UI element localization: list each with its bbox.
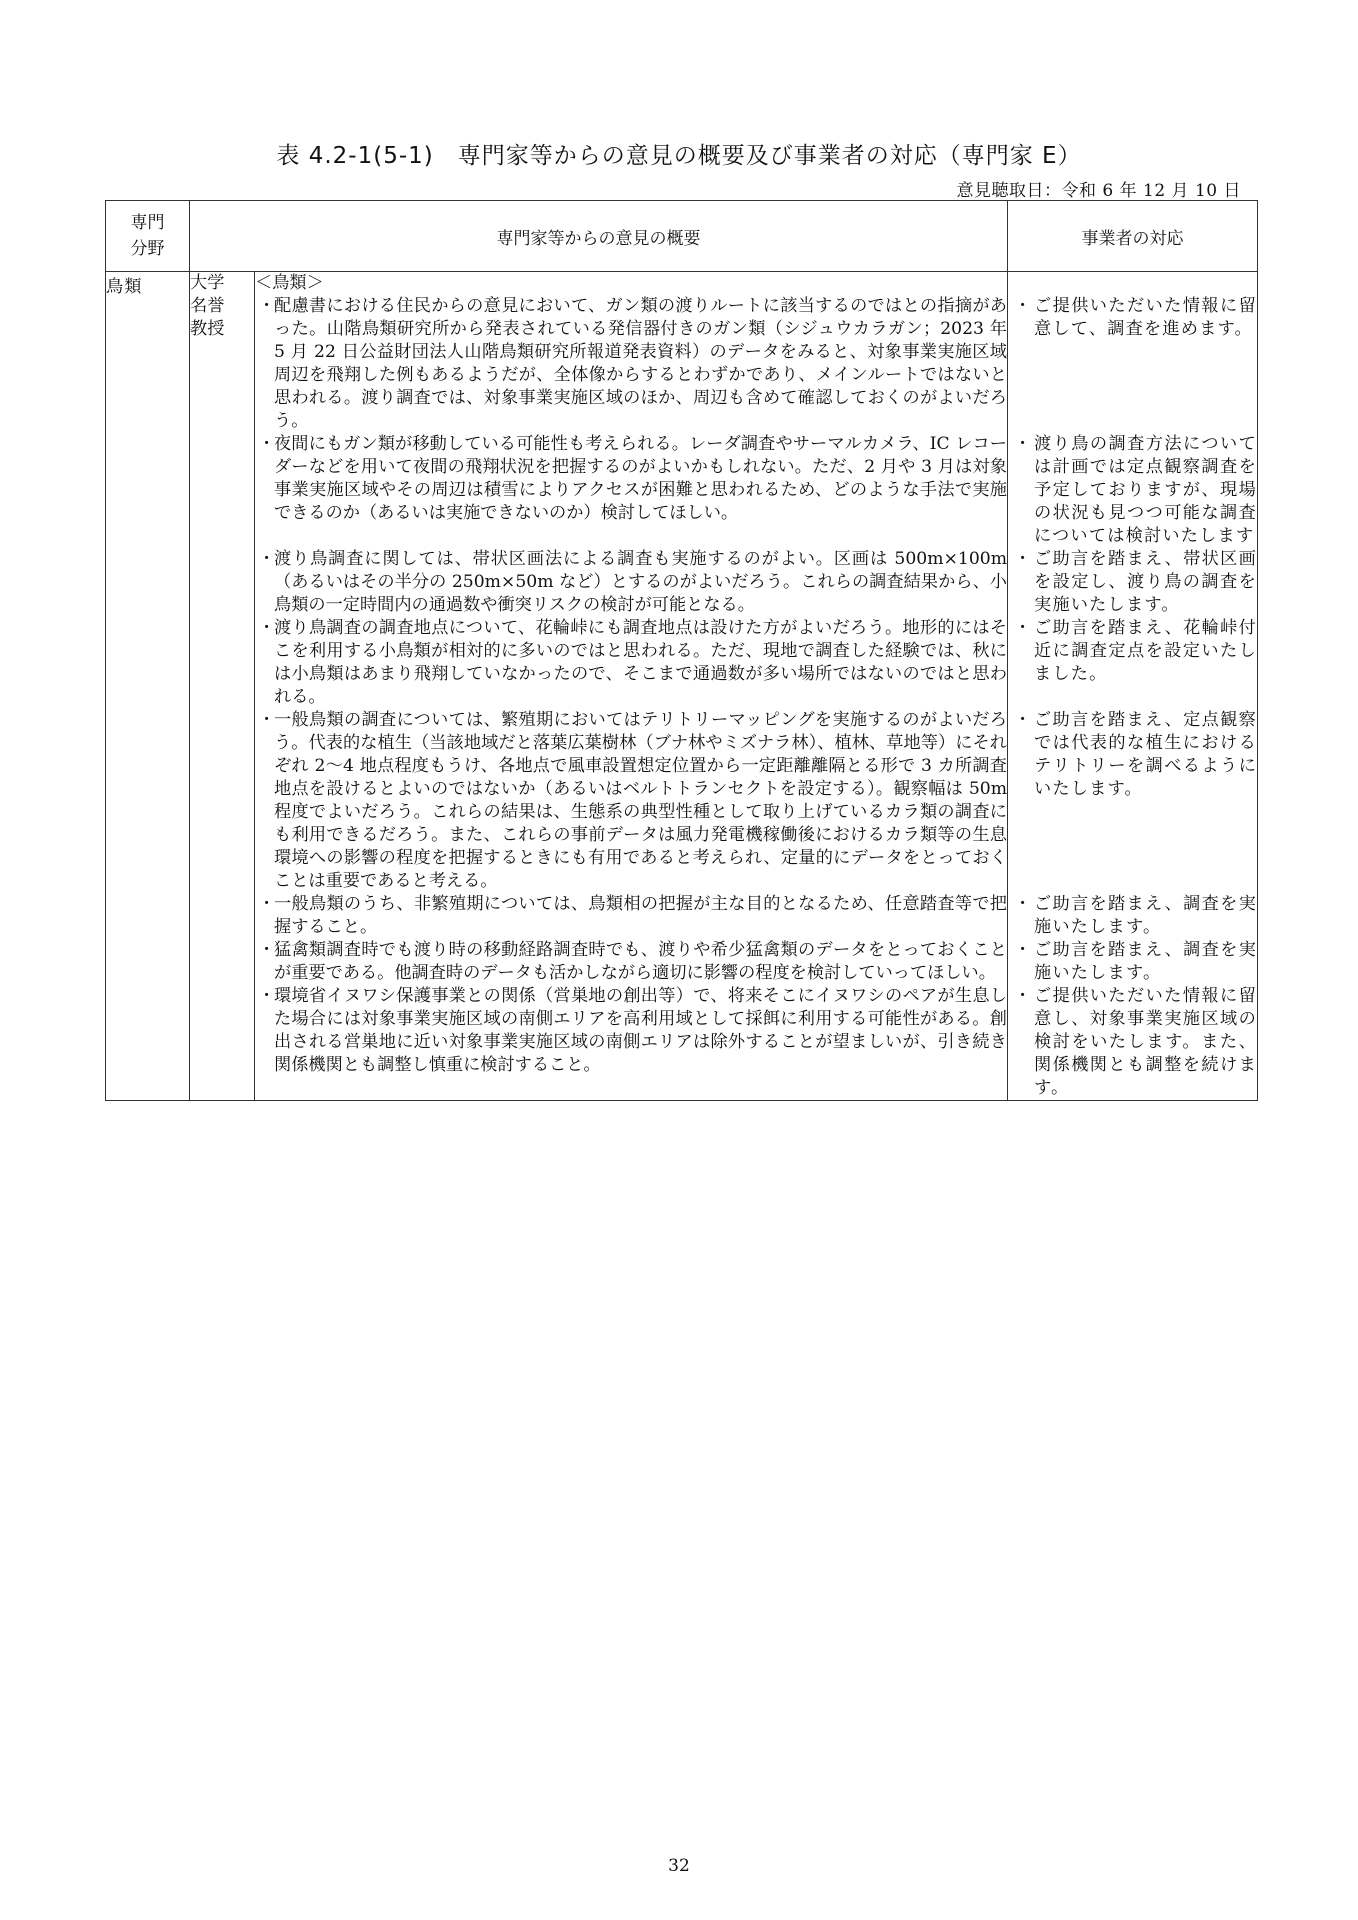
opinion-item	[255, 433, 1007, 525]
opinion-item	[255, 893, 1007, 939]
response-item	[1008, 709, 1257, 801]
hearing-date: 意見聴取日：令和 6 年 12 月 10 日	[956, 181, 1241, 201]
bullet-mark: ・	[1014, 434, 1033, 454]
response-text: ご助言を踏まえ、花輪峠付近に調査定点を設定いたしました。	[1034, 618, 1257, 684]
response-block	[1008, 295, 1257, 433]
responses-cell	[1008, 272, 1258, 1101]
role-cell	[190, 272, 255, 1101]
response-block	[1008, 709, 1257, 893]
header-opinion: 専門家等からの意見の概要	[190, 201, 1008, 272]
response-text: ご提供いただいた情報に留意し、対象事業実施区域の検討をいたします。また、関係機関とも調整を続けます。	[1034, 986, 1257, 1098]
header-response: 事業者の対応	[1008, 201, 1258, 272]
opinion-text: 猛禽類調査時でも渡り時の移動経路調査時でも、渡りや希少猛禽類のデータをとっておくことが重要である。他調査時のデータも活かしながら適切に影響の程度を検討していってほしい。	[274, 940, 1007, 983]
response-block	[1008, 617, 1257, 709]
field-cell: 鳥類	[106, 272, 190, 1101]
opinion-block	[255, 985, 1007, 1100]
opinions-list	[255, 295, 1007, 1100]
response-block	[1008, 433, 1257, 548]
opinion-block	[255, 295, 1007, 433]
page-number: 32	[668, 1856, 690, 1876]
response-item	[1008, 548, 1257, 617]
table-row	[106, 272, 1258, 1101]
opinion-item	[255, 617, 1007, 709]
bullet-mark: ・	[258, 986, 276, 1006]
bullet-mark: ・	[258, 940, 276, 960]
response-item	[1008, 985, 1257, 1100]
opinion-text: 一般鳥類のうち、非繁殖期については、鳥類相の把握が主な目的となるため、任意踏査等で把握すること。	[274, 894, 1007, 937]
opinion-text: 夜間にもガン類が移動している可能性も考えられる。レーダ調査やサーマルカメラ、IC レコーダーなどを用いて夜間の飛翔状況を把握するのがよいかもしれない。ただ、2 月や 3 月は対象事業実施区域やその周辺は積雪によりアクセスが困難と思われるため、どのような手法で実施できるのか（あるいは実施できないのか）検討してほしい。	[274, 434, 1007, 523]
response-text: ご助言を踏まえ、帯状区画を設定し、渡り鳥の調査を実施いたします。	[1034, 549, 1257, 615]
bullet-mark: ・	[1014, 940, 1033, 960]
opinion-text: 渡り鳥調査の調査地点について、花輪峠にも調査地点は設けた方がよいだろう。地形的にはそこを利用する小鳥類が相対的に多いのではと思われる。ただ、現地で調査した経験では、秋には小鳥類はあまり飛翔していなかったので、そこまで通過数が多い場所ではないのではと思われる。	[274, 618, 1007, 707]
bullet-mark: ・	[1014, 894, 1033, 914]
opinion-text: 環境省イヌワシ保護事業との関係（営巣地の創出等）で、将来そこにイヌワシのペアが生息した場合には対象事業実施区域の南側エリアを高利用域として採餌に利用する可能性がある。創出される営巣地に近い対象事業実施区域の南側エリアは除外することが望ましいが、引き続き関係機関とも調整し慎重に検討すること。	[274, 986, 1007, 1075]
opinion-item	[255, 985, 1007, 1077]
responses-list	[1008, 295, 1257, 1100]
header-field-label: 専門分野	[130, 213, 165, 259]
response-item	[1008, 939, 1257, 985]
response-text: 渡り鳥の調査方法については計画では定点観察調査を予定しておりますが、現場の状況も見つつ可能な調査については検討いたします	[1034, 434, 1257, 546]
opinion-block	[255, 939, 1007, 985]
header-field	[106, 201, 190, 272]
bullet-mark: ・	[258, 549, 276, 569]
response-item	[1008, 433, 1257, 548]
opinion-text: 渡り鳥調査に関しては、帯状区画法による調査も実施するのがよい。区画は 500m×100m（あるいはその半分の 250m×50m など）とするのがよいだろう。これらの調査結果から、小鳥類の一定時間内の通過数や衝突リスクの検討が可能となる。	[274, 549, 1007, 615]
opinions-cell	[255, 272, 1008, 1101]
response-block	[1008, 548, 1257, 617]
bullet-mark: ・	[258, 710, 276, 730]
opinion-block	[255, 548, 1007, 617]
bullet-mark: ・	[258, 296, 276, 316]
bullet-mark: ・	[258, 434, 276, 454]
bullet-mark: ・	[1014, 296, 1033, 316]
response-text: ご助言を踏まえ、調査を実施いたします。	[1034, 940, 1257, 983]
bullet-mark: ・	[1014, 710, 1033, 730]
response-block	[1008, 985, 1257, 1100]
role-label: 大学名誉教授	[190, 273, 225, 339]
response-block	[1008, 939, 1257, 985]
opinion-item	[255, 939, 1007, 985]
table-header-row	[106, 201, 1258, 272]
opinion-text: 一般鳥類の調査については、繁殖期においてはテリトリーマッピングを実施するのがよいだろう。代表的な植生（当該地域だと落葉広葉樹林（ブナ林やミズナラ林）、植林、草地等）にそれぞれ 2～4 地点程度もうけ、各地点で風車設置想定位置から一定距離離隔とる形で 3 カ所調査地点を設けるとよいのではないか（あるいはベルトトランセクトを設定する）。観察幅は 50m 程度でよいだろう。これらの結果は、生態系の典型性種として取り上げているカラ類の調査にも利用できるだろう。また、これらの事前データは風力発電機稼働後におけるカラ類等の生息環境への影響の程度を把握するときにも有用であると考えられ、定量的にデータをとっておくことは重要であると考える。	[274, 710, 1007, 891]
bullet-mark: ・	[1014, 618, 1033, 638]
opinion-heading: ＜鳥類＞	[255, 273, 324, 293]
opinion-item	[255, 548, 1007, 617]
opinion-text: 配慮書における住民からの意見において、ガン類の渡りルートに該当するのではとの指摘があった。山階鳥類研究所から発表されている発信器付きのガン類（シジュウカラガン；2023 年 5 月 22 日公益財団法人山階鳥類研究所報道発表資料）のデータをみると、対象事業実施区域周辺を飛翔した例もあるようだが、全体像からするとわずかであり、メインルートではないと思われる。渡り調査では、対象事業実施区域のほか、周辺も含めて確認しておくのがよいだろう。	[274, 296, 1007, 431]
response-text: ご助言を踏まえ、定点観察では代表的な植生におけるテリトリーを調べるようにいたします。	[1034, 710, 1257, 799]
opinion-item	[255, 709, 1007, 893]
response-item	[1008, 295, 1257, 341]
page-title: 表 4.2-1(5-1) 専門家等からの意見の概要及び事業者の対応（専門家 E）	[276, 143, 1082, 169]
bullet-mark: ・	[258, 894, 276, 914]
opinion-block	[255, 709, 1007, 893]
opinion-block	[255, 893, 1007, 939]
bullet-mark: ・	[1014, 986, 1033, 1006]
opinion-table	[105, 200, 1258, 1101]
opinion-item	[255, 295, 1007, 433]
bullet-mark: ・	[1014, 549, 1033, 569]
opinion-block	[255, 617, 1007, 709]
bullet-mark: ・	[258, 618, 276, 638]
response-item	[1008, 617, 1257, 686]
opinion-block	[255, 433, 1007, 548]
response-text: ご提供いただいた情報に留意して、調査を進めます。	[1034, 296, 1257, 339]
response-block	[1008, 893, 1257, 939]
response-text: ご助言を踏まえ、調査を実施いたします。	[1034, 894, 1257, 937]
response-item	[1008, 893, 1257, 939]
